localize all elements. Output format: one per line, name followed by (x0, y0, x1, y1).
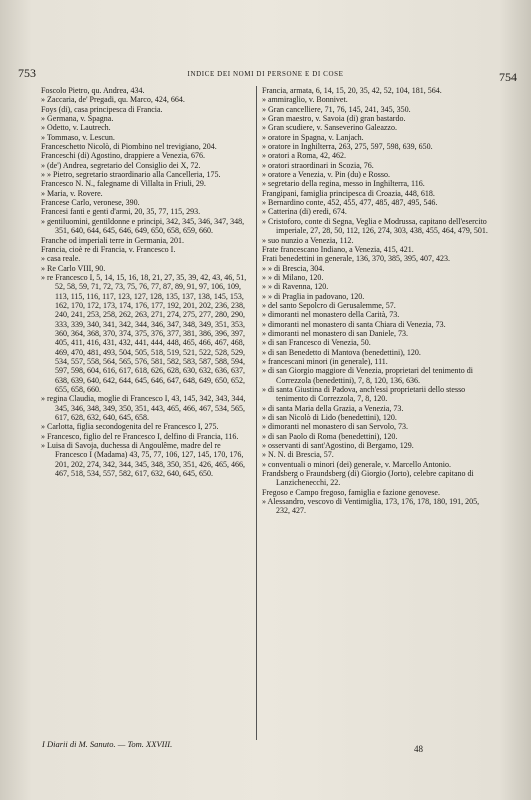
index-entry: » Gran cancelliere, 71, 76, 145, 241, 345, 350. (262, 104, 411, 114)
index-entry: » di san Nicolò di Lido (benedettini), 120. (262, 413, 397, 423)
index-entry: » Gran scudiere, v. Sanseverino Galeazzo. (262, 123, 397, 133)
column-divider (256, 86, 257, 740)
page-number-right: 754 (499, 70, 517, 84)
index-entry: » Tommaso, v. Lescun. (41, 132, 115, 142)
index-entry: » del santo Sepolcro di Gerusalemme, 57. (262, 300, 396, 310)
index-entry: Francesco N. N., falegname di Villalta in Friuli, 29. (41, 179, 206, 189)
footer-book-title: I Diarii di M. Sanuto. — Tom. XXVIII. (42, 739, 173, 749)
index-entry: » di santa Maria della Grazia, a Venezia, 73. (262, 403, 404, 413)
index-entry: » Germana, v. Spagna. (41, 114, 114, 124)
index-entry: Foscolo Pietro, qu. Andrea, 434. (41, 86, 145, 95)
index-entry: Francia, armata, 6, 14, 15, 20, 35, 42, 52, 104, 181, 564. (262, 86, 442, 95)
index-entry: » Re Carlo VIII, 90. (41, 263, 106, 273)
page-header (0, 56, 531, 86)
index-entry: » dimoranti nel monastero della Carità, 73. (262, 310, 400, 320)
index-entry: » » di Ravenna, 120. (262, 282, 329, 292)
index-entry: » re Francesco I, 5, 14, 15, 16, 18, 21, 27, 35, 39, 42, 43, 46, 51, 52, 58, 59, 71, 72, 73, 75, 76, 77, 87, 89, 91, 97, 106, 109, 113, 115, 116, 117, 123, 127, 128, 135, 137, 138, 145, 153, 162, 170, 172, 173, 174, 176, 177, 192, 201, 202, 236, 238, 240, 241, 253, 258, 262, 263, 271, 274, 275, 277, 280, 290, 333, 339, 340, 341, 342, 344, 346, 347, 348, 349, 351, 353, 360, 364, 368, 370, 374, 375, 376, 377, 381, 386, 396, 397, 405, 411, 416, 431, 432, 441, 444, 448, 465, 466, 467, 468, 469, 470, 481, 493, 504, 505, 518, 519, 521, 522, 528, 529, 534, 557, 558, 564, 565, 576, 581, 582, 583, 587, 588, 594, 597, 598, 604, 616, 617, 618, 626, 628, 630, 632, 636, 637, 638, 639, 640, 642, 644, 645, 646, 647, 648, 649, 650, 652, 655, 658, 660. (41, 272, 247, 394)
index-entry: » Alessandro, vescovo di Ventimiglia, 173, 176, 178, 180, 191, 205, 232, 427. (262, 497, 480, 516)
page-number-left: 753 (18, 66, 36, 80)
index-entry: Francese Carlo, veronese, 390. (41, 198, 140, 208)
index-entry: » di san Benedetto di Mantova (benedettini), 120. (262, 347, 421, 357)
index-entry: » suo nunzio a Venezia, 112. (262, 235, 354, 245)
index-entry: » » di Praglia in padovano, 120. (262, 291, 365, 301)
index-entry: Francesi fanti e genti d'armi, 20, 35, 77, 115, 293. (41, 207, 201, 217)
index-column-left (41, 86, 253, 478)
index-entry: » casa reale. (41, 254, 81, 264)
index-entry: » Maria, v. Rovere. (41, 188, 103, 198)
index-entry: » di san Giorgio maggiore di Venezia, proprietari del tenimento di Correzzola (benedettini), 7, 8, 120, 136, 636. (262, 366, 473, 385)
index-entry: » oratore in Inghilterra, 263, 275, 597, 598, 639, 650. (262, 142, 433, 152)
index-entry: » oratore a Venezia, v. Pin (du) e Rosso. (262, 170, 390, 180)
index-entry: » Carlotta, figlia secondogenita del re Francesco I, 275. (41, 422, 219, 432)
index-entry: » dimoranti nel monastero di san Daniele, 73. (262, 328, 408, 338)
index-entry: » Cristoforo, conte di Segna, Veglia e Modrussa, capitano dell'esercito imperiale, 27, 28, 50, 112, 126, 274, 303, 438, 455, 464, 479, 501. (262, 216, 488, 236)
index-entry: » » di Milano, 120. (262, 272, 324, 282)
index-entry: » Odetto, v. Lautrech. (41, 123, 111, 133)
index-entry: » » di Brescia, 304. (262, 263, 325, 273)
index-entry: Frati benedettini in generale, 136, 370, 385, 395, 407, 423. (262, 254, 450, 264)
index-entry: Frandsberg o Fraundsberg (di) Giorgio (Jorto), celebre capitano di Lanzichenecchi, 22. (262, 469, 474, 488)
index-entry: » osservanti di sant'Agostino, di Bergamo, 129. (262, 441, 414, 451)
index-entry: » di santa Giustina di Padova, anch'essi proprietarii dello stesso tenimento di Correzzola, 7, 8, 120. (262, 385, 466, 404)
signature-mark: 48 (414, 744, 423, 754)
index-entry: » di san Francesco di Venezia, 50. (262, 338, 371, 348)
index-entry: Frate francescano Indiano, a Venezia, 415, 421. (262, 244, 414, 254)
running-title: INDICE DEI NOMI DI PERSONE E DI COSE (187, 70, 344, 78)
index-entry: » Gran maestro, v. Savoia (di) gran bastardo. (262, 114, 406, 124)
index-entry: » di san Paolo di Roma (benedettini), 120. (262, 431, 398, 441)
index-entry: » oratori straordinari in Scozia, 76. (262, 160, 374, 170)
index-entry: » segretario della regina, messo in Inghilterra, 116. (262, 179, 425, 189)
index-entry: Franche od imperiali terre in Germania, 201. (41, 235, 185, 245)
index-entry: » francescani minori (in generale), 111. (262, 356, 388, 366)
index-entry: » Zaccaria, de' Pregadi, qu. Marco, 424, 664. (41, 95, 185, 105)
index-entry: » conventuali o minori (dei) generale, v. Marcello Antonio. (262, 459, 451, 469)
index-entry: » Bernardino conte, 452, 455, 477, 485, 487, 495, 546. (262, 198, 438, 208)
index-entry: Foys (di), casa principesca di Francia. (41, 104, 163, 114)
index-entry: Fregoso e Campo fregoso, famiglia e fazione genovese. (262, 487, 440, 497)
index-entry: » dimoranti nel monastero di san Servolo, 73. (262, 422, 408, 432)
index-entry: » gentiluomini, gentildonne e principi, 342, 345, 346, 347, 348, 351, 640, 644, 645, 646, 649, 650, 658, 659, 660. (41, 216, 245, 236)
index-entry: Franceschi (di) Agostino, drappiere a Venezia, 676. (41, 151, 206, 161)
index-entry: » Francesco, figlio del re Francesco I, delfino di Francia, 116. (41, 431, 239, 441)
index-entry: » N. N. di Brescia, 57. (262, 450, 334, 460)
index-entry: Frangipani, famiglia principesca di Croazia, 448, 618. (262, 188, 435, 198)
index-entry: » Catterina (di) eredi, 674. (262, 207, 347, 217)
index-entry: » (de') Andrea, segretario del Consiglio dei X, 72. (41, 160, 201, 170)
index-entry: » oratore in Spagna, v. Lanjach. (262, 132, 364, 142)
index-entry: » dimoranti nel monastero di santa Chiara di Venezia, 73. (262, 319, 446, 329)
index-entry: » regina Claudia, moglie di Francesco I, 43, 145, 342, 343, 344, 345, 346, 348, 349, 350, 351, 443, 465, 466, 467, 534, 565, 617, 628, 632, 640, 645, 658. (41, 394, 246, 423)
index-entry: Franceschetto Nicolò, di Piombino nel trevigiano, 204. (41, 142, 217, 152)
index-column-right (262, 86, 494, 516)
index-entry: » Luisa di Savoja, duchessa di Angoulême, madre del re Francesco I (Madama) 43, 75, 77, 106, 127, 145, 170, 176, 201, 202, 274, 342, 344, 345, 348, 350, 351, 426, 465, 466, 467, 518, 534, 557, 582, 617, 632, 640, 645, 650. (41, 441, 245, 479)
index-entry: » ammiraglio, v. Bonnivet. (262, 95, 348, 105)
index-entry: » » Pietro, segretario straordinario alla Cancelleria, 175. (41, 170, 221, 180)
index-entry: » oratori a Roma, 42, 462. (262, 151, 346, 161)
index-entry: Francia, cioè re di Francia, v. Francesco I. (41, 244, 176, 254)
